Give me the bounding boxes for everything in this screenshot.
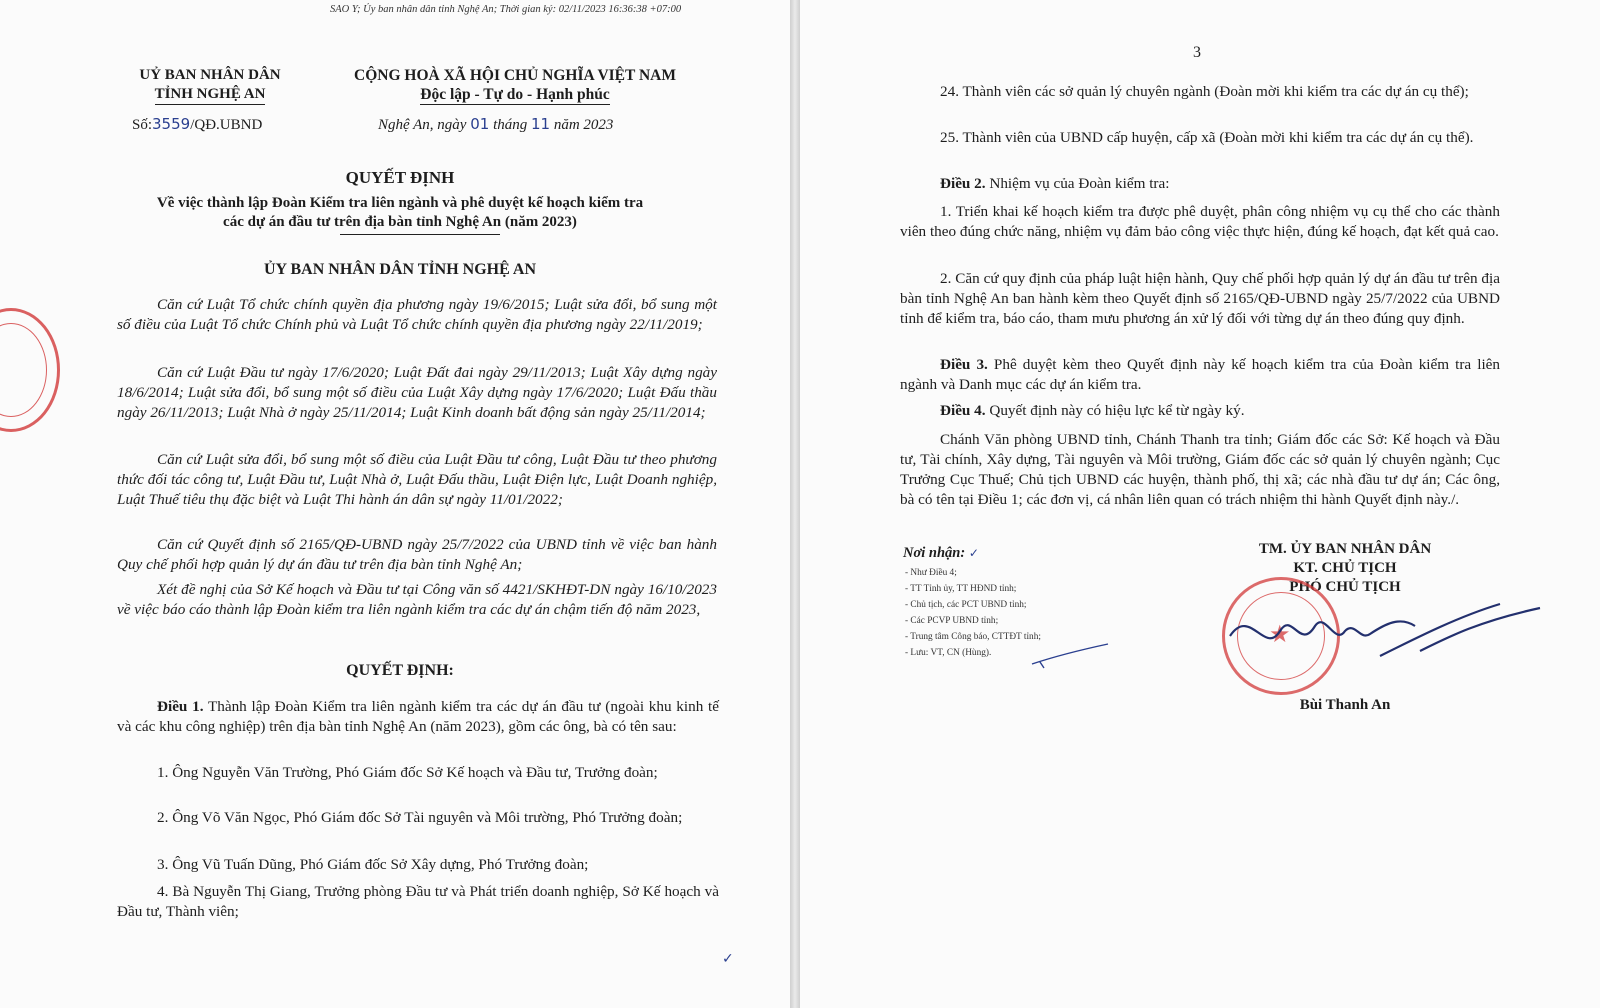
document-number — [132, 115, 262, 134]
legal-basis-4: Căn cứ Quyết định số 2165/QĐ-UBND ngày 25/7/2022 của UBND tỉnh về việc ban hành Quy chế phối hợp quản lý dự án đầu tư trên địa bàn tỉnh Nghệ An; — [117, 536, 717, 573]
article-1 — [117, 697, 719, 737]
article-4-label: Điều 4. — [940, 402, 986, 419]
date-month-label: tháng — [493, 117, 528, 133]
article-2 — [900, 174, 1500, 194]
star-icon: ★ — [1269, 620, 1291, 648]
subtitle-line-2: các dự án đầu tư trên địa bàn tỉnh Nghệ An (năm 2023) — [223, 214, 577, 230]
initial-signature-mark — [1030, 640, 1110, 670]
recipients-initial-mark: ✓ — [968, 546, 979, 560]
article-4-text: Quyết định này có hiệu lực kể từ ngày ký. — [989, 402, 1245, 419]
national-motto: Độc lập - Tự do - Hạnh phúc — [420, 86, 610, 103]
article-3-label: Điều 3. — [940, 356, 988, 373]
article-2-text: Nhiệm vụ của Đoàn kiểm tra: — [989, 175, 1170, 192]
issuing-agency — [95, 66, 325, 105]
initial-mark-icon: ✓ — [722, 951, 734, 967]
signature-title-1: TM. ỦY BAN NHÂN DÂN — [1258, 541, 1432, 557]
place-date — [378, 115, 613, 134]
recipient-item: - Như Điều 4; — [905, 568, 957, 578]
execution-clause: Chánh Văn phòng UBND tỉnh, Chánh Thanh tra tỉnh; Giám đốc các Sở: Kế hoạch và Đầu tư, Tài chính, Xây dựng, Tài nguyên và Môi trường, Giám đốc các sở quản lý chuyên ngành; Cục Trưởng Cục Thuế; Chủ tịch UBND các huyện, thành phố, thị xã; các nhà đầu tư dự án; Các ông, bà có tên tại Điều 1; các đơn vị, cá nhân liên quan có trách nhiệm thi hành Quyết định này./. — [900, 431, 1500, 508]
handwritten-signature — [1220, 596, 1550, 676]
legal-basis-3: Căn cứ Luật sửa đổi, bổ sung một số điều của Luật Đầu tư công, Luật Đầu tư theo phương thức đối tác công tư, Luật Đầu tư, Luật Nhà ở, Luật Đấu thầu, Luật Điện lực, Luật Doanh nghiệp, Luật Thuế tiêu thụ đặc biệt và Luật Thi hành án dân sự ngày 11/01/2022; — [117, 451, 717, 508]
article-3 — [900, 355, 1500, 395]
national-heading — [325, 66, 705, 105]
title-underline — [340, 234, 500, 235]
legal-basis-2: Căn cứ Luật Đầu tư ngày 17/6/2020; Luật Đất đai ngày 29/11/2013; Luật Xây dựng ngày 18/6/2014; Luật sửa đổi, bổ sung một số điều của Luật Xây dựng ngày 17/6/2020; Luật Đấu thầu ngày 26/11/2013; Luật Nhà ở ngày 25/11/2014; Luật Kinh doanh bất động sản ngày 25/11/2014; — [117, 364, 717, 421]
doc-number-handwritten: 3559 — [152, 115, 191, 133]
issuing-authority: ỦY BAN NHÂN DÂN TỈNH NGHỆ AN — [263, 261, 537, 278]
member-25: 25. Thành viên của UBND cấp huyện, cấp xã (Đoàn mời khi kiểm tra các dự án cụ thể). — [940, 129, 1474, 146]
member-4: 4. Bà Nguyễn Thị Giang, Trưởng phòng Đầu tư và Phát triển doanh nghiệp, Sở Kế hoạch và Đầu tư, Thành viên; — [117, 883, 719, 920]
duty-2: 2. Căn cứ quy định của pháp luật hiện hành, Quy chế phối hợp quản lý dự án đầu tư trên địa bàn tỉnh Nghệ An ban hành kèm theo Quyết định số 2165/QĐ-UBND ngày 25/7/2022 của UBND tỉnh để kiểm tra, báo cáo, tham mưu phương án xử lý đối với từng dự án theo đúng quy định. — [900, 270, 1500, 327]
doc-number-suffix: /QĐ.UBND — [190, 117, 263, 133]
page-gutter — [790, 0, 800, 1008]
signature-title-2: KT. CHỦ TỊCH — [1293, 560, 1397, 576]
doc-number-prefix: Số: — [132, 117, 153, 133]
signature-title-3: PHÓ CHỦ TỊCH — [1289, 579, 1401, 595]
subtitle-line-1: Về việc thành lập Đoàn Kiểm tra liên ngành và phê duyệt kế hoạch kiểm tra — [156, 195, 644, 211]
member-1: 1. Ông Nguyễn Văn Trường, Phó Giám đốc Sở Kế hoạch và Đầu tư, Trưởng đoàn; — [157, 764, 658, 781]
article-1-label: Điều 1. — [157, 698, 204, 715]
recipient-item: - Chủ tịch, các PCT UBND tỉnh; — [905, 600, 1027, 610]
legal-basis-1: Căn cứ Luật Tổ chức chính quyền địa phương ngày 19/6/2015; Luật sửa đổi, bổ sung một số điều của Luật Tổ chức Chính phủ và Luật Tổ chức chính quyền địa phương ngày 22/11/2019; — [117, 296, 717, 333]
date-year: năm 2023 — [553, 117, 614, 133]
agency-line-1: UỶ BAN NHÂN DÂN — [139, 67, 281, 83]
republic-name: CỘNG HOÀ XÃ HỘI CHỦ NGHĨA VIỆT NAM — [354, 67, 676, 84]
recipients-label-text: Nơi nhận: — [903, 545, 966, 561]
duty-1: 1. Triển khai kế hoạch kiểm tra được phê duyệt, phân công nhiệm vụ cụ thể cho các thành viên theo đúng chức năng, nhiệm vụ đảm bảo công việc thực hiện, đúng kế hoạch, đạt kết quả cao. — [900, 203, 1500, 240]
decision-heading: QUYẾT ĐỊNH: — [346, 662, 454, 679]
partial-seal-stamp — [0, 308, 60, 432]
member-3: 3. Ông Vũ Tuấn Dũng, Phó Giám đốc Sở Xây dựng, Phó Trưởng đoàn; — [157, 856, 589, 873]
member-24: 24. Thành viên các sở quản lý chuyên ngành (Đoàn mời khi kiểm tra các dự án cụ thể); — [940, 83, 1469, 100]
article-2-label: Điều 2. — [940, 175, 986, 192]
member-2: 2. Ông Võ Văn Ngọc, Phó Giám đốc Sở Tài nguyên và Môi trường, Phó Trưởng đoàn; — [157, 809, 683, 826]
agency-line-2: TỈNH NGHỆ AN — [155, 85, 266, 105]
recipients-label — [903, 545, 979, 562]
date-month: 11 — [530, 115, 551, 133]
page-number: 3 — [1193, 44, 1201, 61]
document-title: QUYẾT ĐỊNH — [345, 168, 455, 187]
recipient-item: - TT Tỉnh ủy, TT HĐND tỉnh; — [905, 584, 1017, 594]
recipient-item: - Lưu: VT, CN (Hùng). — [905, 648, 992, 658]
date-prefix: Nghệ An, ngày — [378, 117, 467, 133]
document-page-left — [0, 0, 790, 1008]
date-day: 01 — [470, 115, 490, 133]
digital-copy-certification: SAO Y; Ủy ban nhân dân tỉnh Nghệ An; Thời gian ký: 02/11/2023 16:36:38 +07:00 — [330, 4, 682, 15]
legal-basis-5: Xét đề nghị của Sở Kế hoạch và Đầu tư tại Công văn số 4421/SKHĐT-DN ngày 16/10/2023 về việc báo cáo thành lập Đoàn kiểm tra liên ngành kiểm tra các dự án chậm tiến độ năm 2023, — [117, 581, 717, 618]
recipient-item: - Các PCVP UBND tỉnh; — [905, 616, 999, 626]
article-3-text: Phê duyệt kèm theo Quyết định này kế hoạch kiểm tra của Đoàn kiểm tra liên ngành và Danh mục các dự án kiểm tra. — [900, 356, 1501, 393]
document-subtitle — [100, 194, 700, 232]
article-1-text: Thành lập Đoàn Kiểm tra liên ngành kiểm tra các dự án đầu tư (ngoài khu kinh tế và các khu công nghiệp) trên địa bàn tỉnh Nghệ An (năm 2023), gồm các ông, bà có tên sau: — [117, 698, 720, 735]
recipient-item: - Trung tâm Công báo, CTTĐT tỉnh; — [905, 632, 1041, 642]
signer-name: Bùi Thanh An — [1299, 697, 1391, 713]
article-4 — [900, 401, 1500, 421]
